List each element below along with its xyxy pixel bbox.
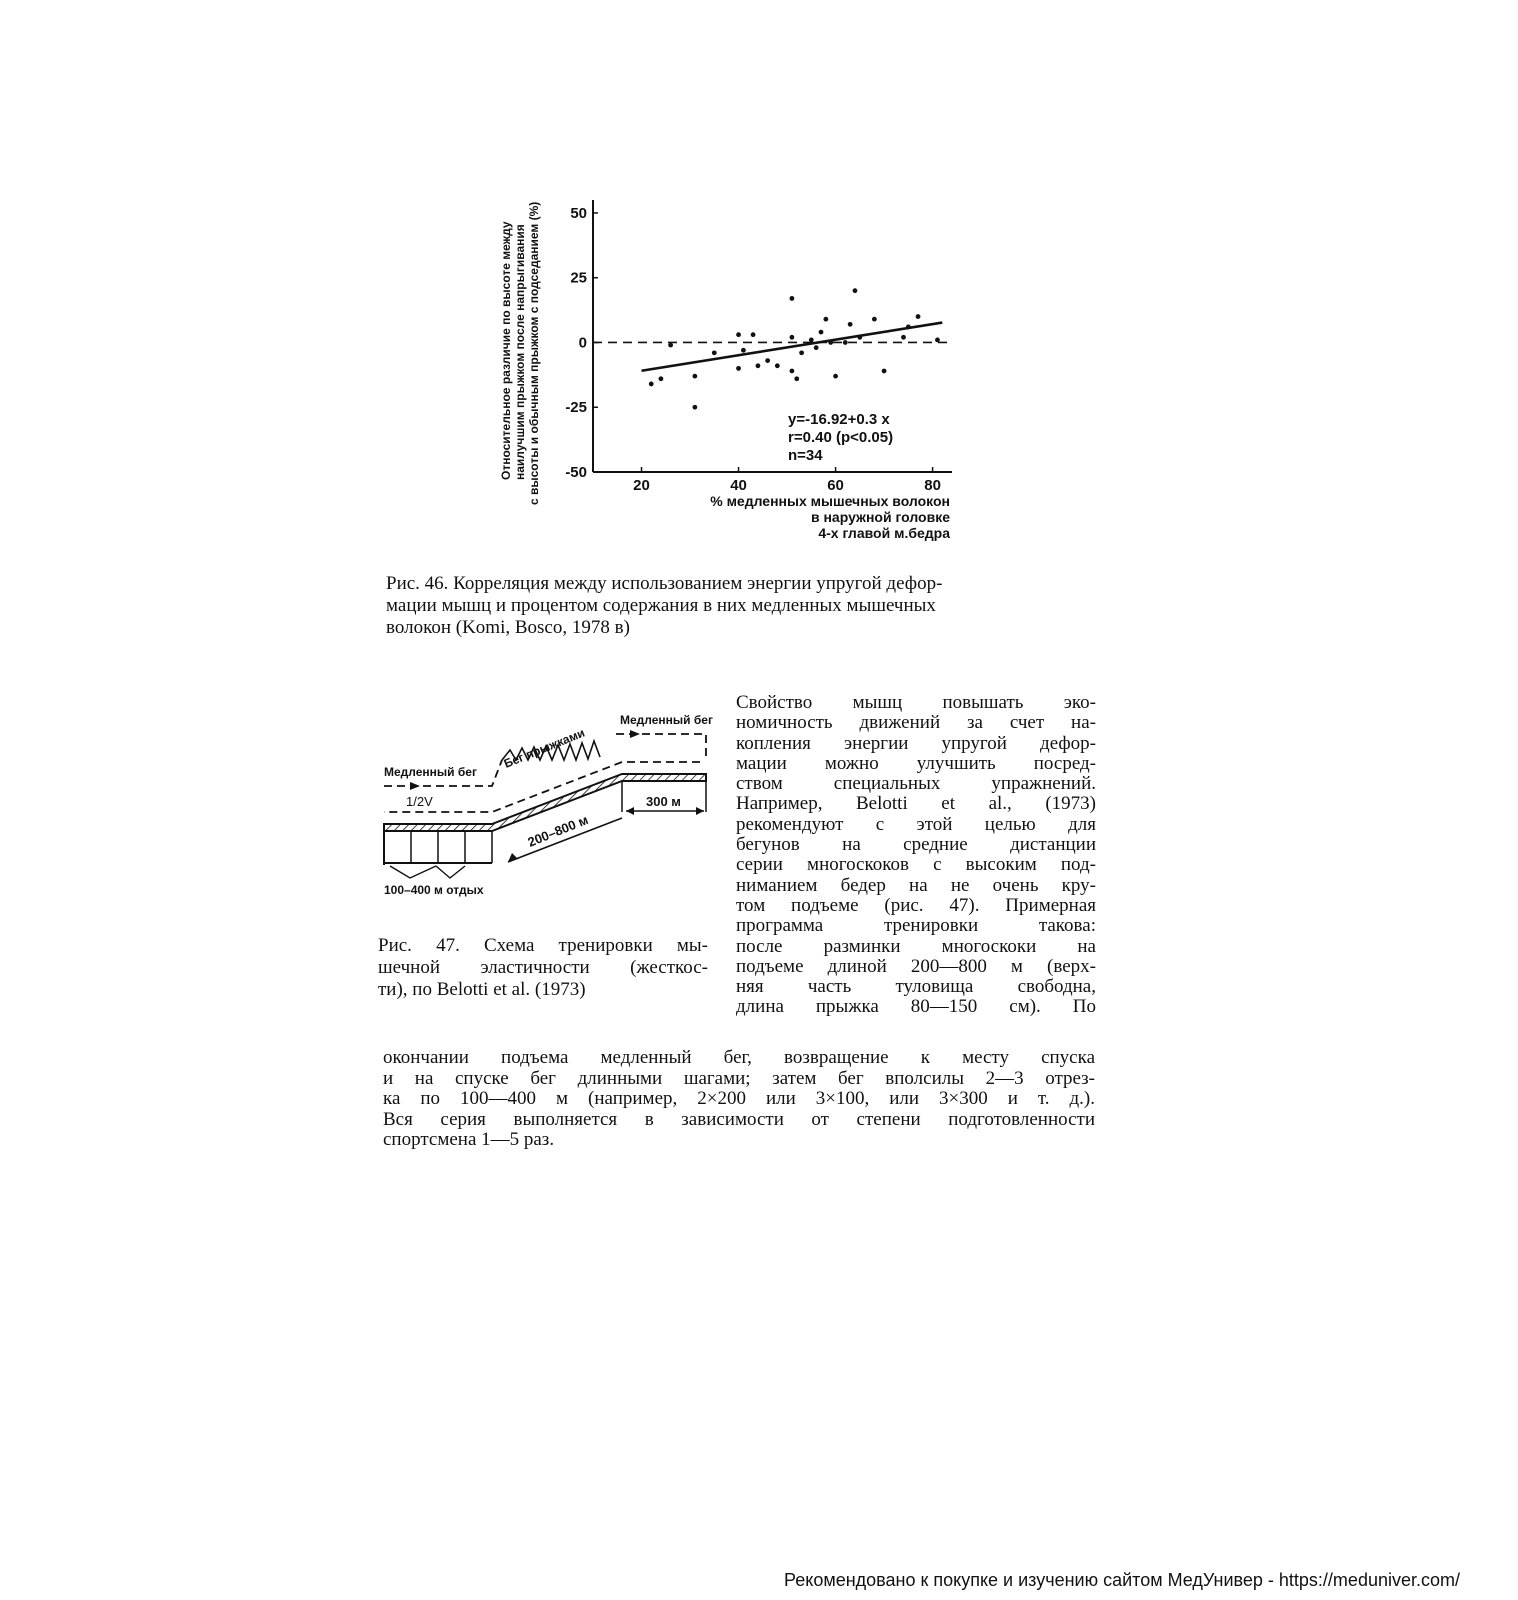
figure-46-chart xyxy=(490,120,970,560)
data-point xyxy=(882,369,887,374)
data-point xyxy=(736,332,741,337)
text-line: ка по 100—400 м (например, 2×200 или 3×100, или 3×300 и т. д.). xyxy=(383,1089,1095,1109)
text-line: и на спуске бег длинными шагами; затем бег вполсилы 2—3 отрез- xyxy=(383,1068,1095,1089)
data-point xyxy=(853,288,858,293)
regression-line xyxy=(642,323,943,371)
text-line: номичность движений за счет на- xyxy=(736,713,1096,734)
data-point xyxy=(741,348,746,353)
text-line: после разминки многоскоки на xyxy=(736,936,1096,957)
x-tick-label: 40 xyxy=(730,477,747,494)
data-point xyxy=(756,363,761,368)
label-speed: 1/2V xyxy=(406,794,433,809)
text-line: Например, Belotti et al., (1973) xyxy=(736,794,1096,815)
caption-line: мации мышц и процентом содержания в них медленных мышечных xyxy=(386,595,936,616)
data-point xyxy=(799,350,804,355)
data-point xyxy=(823,317,828,322)
text-line: бегунов на средние дистанции xyxy=(736,835,1096,856)
data-point xyxy=(692,374,697,379)
text-line: Свойство мышц повышать эко- xyxy=(736,693,1096,713)
label-slow-run-top: Медленный бег xyxy=(620,713,713,727)
caption-line: Рис. 47. Схема тренировки мы- xyxy=(378,935,708,956)
text-line: мации можно улучшить посред- xyxy=(736,753,1096,774)
arrow-head xyxy=(696,807,704,815)
text-line: том подъеме (рис. 47). Примерная xyxy=(736,895,1096,916)
data-point xyxy=(916,314,921,319)
y-tick-label: -50 xyxy=(565,464,587,481)
chart-ticks xyxy=(565,205,941,494)
body-text-full-width xyxy=(383,1048,1095,1151)
x-axis-label xyxy=(710,493,950,541)
data-point xyxy=(843,340,848,345)
data-point xyxy=(712,350,717,355)
text-line: серии многоскоков с высоким под- xyxy=(736,855,1096,876)
chart-marks xyxy=(642,288,943,409)
data-point xyxy=(736,366,741,371)
arrow-head xyxy=(626,807,634,815)
text-line: Вся серия выполняется в зависимости от степени подготовленности xyxy=(383,1109,1095,1130)
data-point xyxy=(794,376,799,381)
text-line: длина прыжка 80—150 см). По xyxy=(736,997,1096,1018)
figure-46-caption xyxy=(386,573,1096,639)
text-line: подъеме длиной 200—800 м (верх- xyxy=(736,956,1096,977)
x-tick-label: 20 xyxy=(633,477,650,494)
figure-47-caption xyxy=(378,935,708,1001)
x-axis-label-line-3: 4-х главой м.бедра xyxy=(818,525,950,541)
text-line: рекомендуют с этой целью для xyxy=(736,814,1096,835)
text-line: спортсмена 1—5 раз. xyxy=(383,1130,555,1150)
text-line: ством специальных упражнений. xyxy=(736,774,1096,795)
data-point xyxy=(828,340,833,345)
x-tick-label: 80 xyxy=(924,477,941,494)
caption-line: волокон (Komi, Bosco, 1978 в) xyxy=(386,617,630,638)
data-point xyxy=(790,335,795,340)
text-line: няя часть туловища свободна, xyxy=(736,977,1096,998)
arrow-head xyxy=(630,730,640,738)
rest-bracket xyxy=(390,866,465,878)
data-point xyxy=(765,358,770,363)
footer-recommendation: Рекомендовано к покупке и изучению сайтом МедУнивер - https://meduniver.com/ xyxy=(784,1570,1460,1590)
text-line: программа тренировки такова: xyxy=(736,916,1096,937)
terrain xyxy=(384,774,706,865)
x-axis-label-line-1: % медленных мышечных волокон xyxy=(710,493,950,509)
y-axis-label-line-1: Относительное различие по высоте между xyxy=(499,221,513,480)
caption-line: Рис. 46. Корреляция между использованием энергии упругой дефор- xyxy=(386,573,943,594)
data-point xyxy=(692,405,697,410)
figure-47-diagram xyxy=(380,700,720,910)
data-point xyxy=(857,335,862,340)
label-jump-run: Бег прыжками xyxy=(501,725,587,771)
arrow-head xyxy=(410,782,420,790)
y-axis-label-line-2: наилучшим прыжком после напрыгивания xyxy=(513,224,527,480)
regression-equation: y=-16.92+0.3 x xyxy=(788,411,890,428)
x-axis-label-line-2: в наружной головке xyxy=(810,509,950,525)
y-tick-label: 25 xyxy=(570,269,587,287)
label-rest: 100–400 м отдых xyxy=(384,883,484,897)
x-tick-label: 60 xyxy=(827,477,844,494)
correlation-coefficient: r=0.40 (p<0.05) xyxy=(788,429,894,446)
data-point xyxy=(649,382,654,387)
text-line: копления энергии упругой дефор- xyxy=(736,733,1096,754)
label-slope-length: 200–800 м xyxy=(525,811,591,850)
data-point xyxy=(668,343,673,348)
data-point xyxy=(872,317,877,322)
data-point xyxy=(833,374,838,379)
text-line: окончании подъема медленный бег, возвращение к месту спуска xyxy=(383,1048,1095,1068)
data-point xyxy=(659,376,664,381)
data-point xyxy=(775,363,780,368)
sample-size: n=34 xyxy=(788,447,823,464)
data-point xyxy=(935,337,940,342)
caption-line: шечной эластичности (жесткос- xyxy=(378,957,708,978)
data-point xyxy=(901,335,906,340)
data-point xyxy=(814,345,819,350)
y-axis-label xyxy=(499,202,541,505)
data-point xyxy=(751,332,756,337)
chart-axes xyxy=(593,200,952,472)
y-axis-label-line-3: с высоты и обычным прыжком с подседанием (%) xyxy=(527,201,541,505)
data-point xyxy=(906,325,911,330)
data-point xyxy=(790,369,795,374)
y-tick-label: -25 xyxy=(565,399,587,417)
label-top-length: 300 м xyxy=(646,794,681,809)
text-line: ниманием бедер на не очень кру- xyxy=(736,875,1096,896)
data-point xyxy=(848,322,853,327)
data-point xyxy=(819,330,824,335)
y-tick-label: 50 xyxy=(570,204,587,222)
body-text-column xyxy=(736,693,1096,1018)
top-slow-run-route xyxy=(616,734,706,758)
y-tick-label: 0 xyxy=(578,334,587,352)
regression-stats xyxy=(788,411,893,464)
caption-line: ти), по Belotti et al. (1973) xyxy=(378,979,586,1000)
label-slow-run-left: Медленный бег xyxy=(384,765,477,779)
data-point xyxy=(790,296,795,301)
data-point xyxy=(809,337,814,342)
